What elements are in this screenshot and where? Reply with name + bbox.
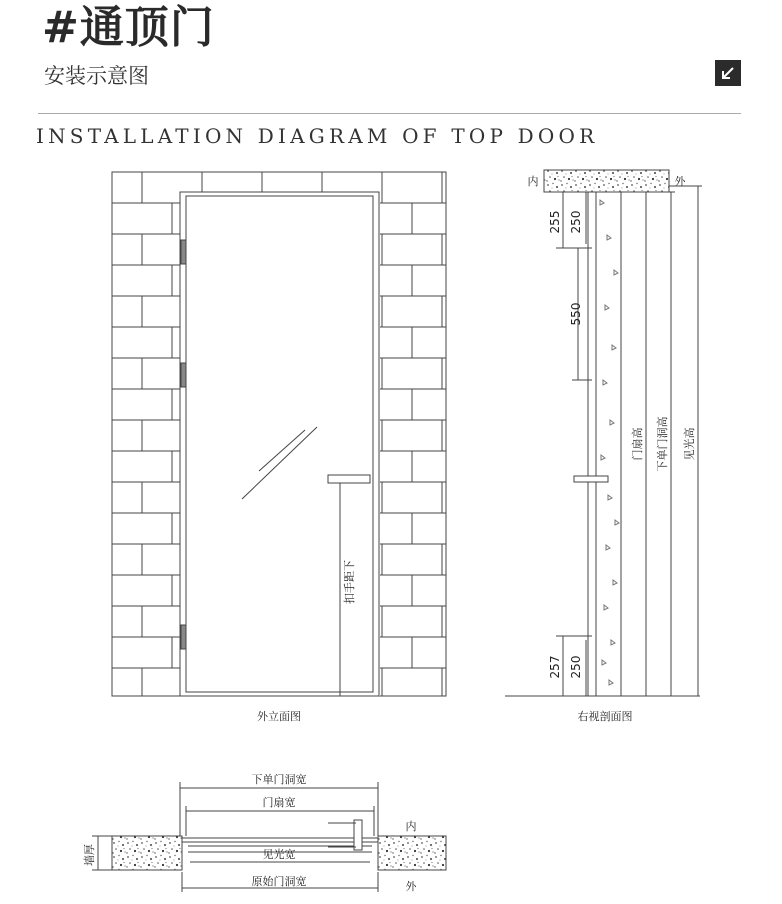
handle-section <box>574 476 608 482</box>
wall-left <box>112 836 182 870</box>
visible-height-label: 见光高 <box>683 427 696 461</box>
plan-original-width-label: 原始门洞宽 <box>251 875 307 888</box>
door-handle <box>328 475 370 483</box>
plan-outer-label: 外 <box>405 880 417 893</box>
wall-right <box>378 836 446 870</box>
leaf-height-label: 门扇高 <box>631 427 644 461</box>
opening-height-label: 下单门洞高 <box>656 416 669 472</box>
wall-thickness-label: 墙厚 <box>83 844 96 866</box>
side-view-caption: 右视剖面图 <box>577 710 633 723</box>
front-view-caption: 外立面图 <box>257 710 301 723</box>
dim-250-bottom: 250 <box>569 655 583 679</box>
dim-250-top: 250 <box>569 210 583 234</box>
hinge-top <box>181 240 186 264</box>
plan-leaf-width-label: 门扇宽 <box>262 796 296 809</box>
dim-255: 255 <box>548 210 562 234</box>
dim-550: 550 <box>569 302 583 326</box>
plan-inner-label: 内 <box>405 820 417 833</box>
side-view <box>505 170 702 696</box>
handle-height-label: 扣手距下 <box>343 560 356 604</box>
dim-257: 257 <box>548 655 562 679</box>
side-outer-label: 外 <box>674 175 686 188</box>
side-inner-label: 内 <box>527 175 539 188</box>
door-section <box>588 192 621 696</box>
page-subtitle: 安装示意图 <box>44 64 149 88</box>
ceiling-slab <box>544 170 669 192</box>
hinge-bottom <box>181 625 186 649</box>
english-heading: INSTALLATION DIAGRAM OF TOP DOOR <box>36 124 599 148</box>
plan-visible-width-label: 见光宽 <box>262 848 296 861</box>
plan-opening-width-label: 下单门洞宽 <box>251 773 307 786</box>
page-title: #通顶门 <box>42 2 215 53</box>
hinge-middle <box>181 363 186 387</box>
front-view <box>112 172 446 696</box>
